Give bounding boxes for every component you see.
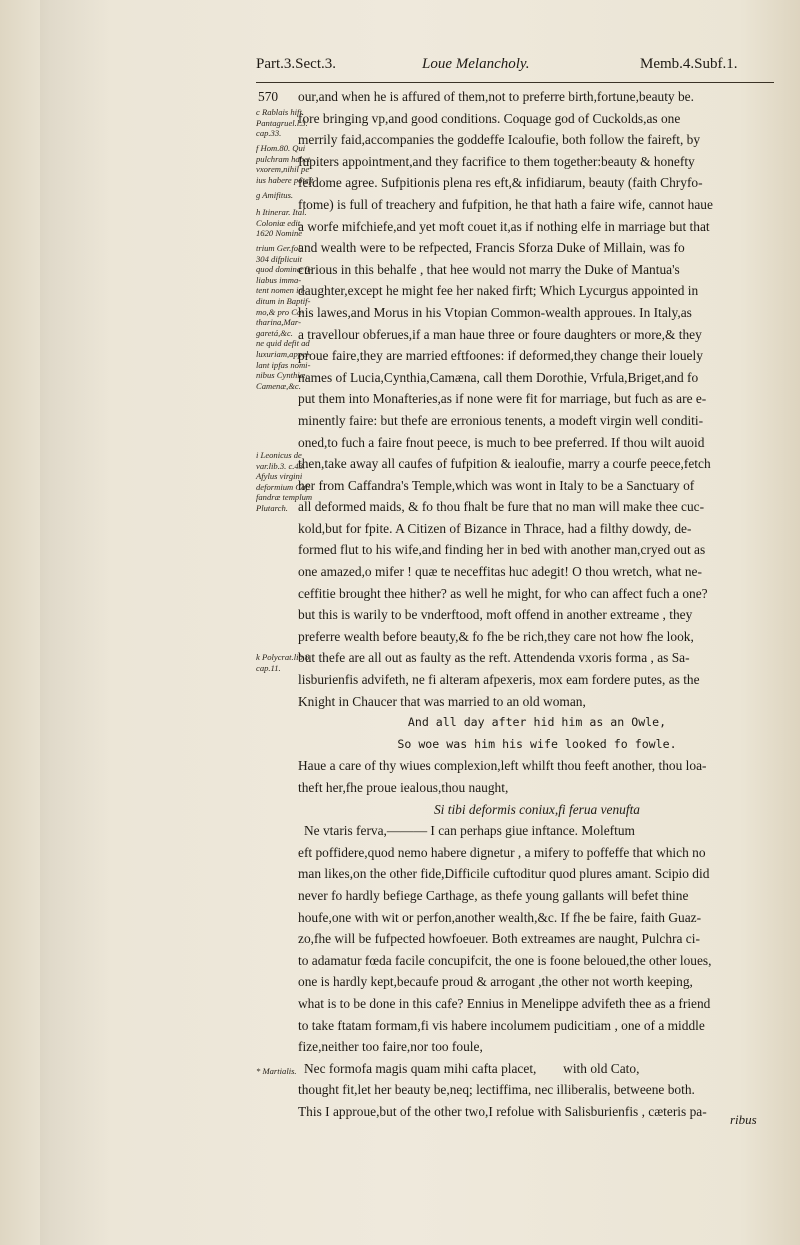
margin-note-line: h Itinerar. Ital. [256,207,307,217]
text-line: daughter,except he might fee her naked firft; Which Lycurgus appointed in [298,283,699,299]
text-line: formed flut to his wife,and finding her in bed with another man,cryed out as [298,542,706,558]
margin-note-line: garetá,&c. [256,327,293,338]
quotation-line: Si tibi deformis coniux,fi ferua venufta [433,801,641,817]
page-gutter-shadow [40,0,110,1245]
text-line: houfe,one with wit or perfon,another wealth,&c. If fhe be faire, faith Guaz- [298,909,702,925]
margin-note-line: cap.33. [256,128,282,139]
text-line: kold,but for fpite. A Citizen of Bizance in Thrace, had a filthy dowdy, de- [298,520,692,536]
header-title: Loue Melancholy. [422,56,530,72]
margin-note-line: 1620 Nomine [256,228,303,239]
text-line: fore bringing vp,and good conditions. Coquage god of Cuckolds,as one [298,110,681,126]
text-line: names of Lucia,Cynthia,Camæna, call them Dorothie, Vrfula,Briget,and fo [298,369,699,385]
margin-note-line: liabus imma- [256,274,302,285]
text-line: proue faire,they are married eftfoones: if deformed,they change their louely [298,348,703,364]
margin-note-line: mo,& pro Ca- [256,306,305,317]
margin-note-line: luxuriam,appel- [256,348,312,359]
text-line: zo,fhe will be fufpected howfoeuer. Both extreames are naught, Pulchra ci- [298,931,700,947]
text-line: Haue a care of thy wiues complexion,left whilft thou feeft another, thou loa- [298,758,707,774]
text-line: what is to be done in this cafe? Ennius in Menelippe advifeth thee as a friend [298,995,711,1011]
margin-note-line: i Leonicus de [256,450,302,460]
margin-note-line: f Hom.80. Qui [256,143,306,153]
text-line: Iupiters appointment,and they facrifice to them together:beauty & honefty [298,153,695,169]
verse-line: So woe was him his wife looked fo fowle. [397,736,677,751]
text-line: theft her,fhe proue iealous,thou naught, [298,780,509,795]
text-line: our,and when he is affured of them,not to preferre birth,fortune,beauty be. [298,89,694,104]
catchword: ribus [730,1112,757,1127]
margin-note-line: Pantagruel.l.3. [256,117,308,128]
text-line: one is hardly kept,becaufe proud & arrogant ,the other not worth keeping, [298,974,693,990]
margin-note-line: ne quid defit ad [256,338,310,349]
text-line: a travellour obferues,if a man haue three or foure daughters or more,& they [298,326,702,342]
text-line: then,take away all caufes of fufpition & iealoufie, marry a courfe peece,fetch [298,456,711,472]
margin-note-line: var.lib.3. c.43. [256,460,306,471]
text-line: ftome) is full of treachery and fufpition, he that hath a faire wife, cannot haue [298,196,713,212]
margin-note-line: Plutarch. [256,502,288,513]
text-line: feldome agree. Sufpitionis plena res eft,& infidiarum, beauty (faith Chryfo- [298,175,703,191]
margin-note-line: k Polycrat.lib.8 [256,652,310,662]
body-text [298,86,776,1123]
text-line: oned,to fuch a faire fnout peece, is much to bee preferred. If thou wilt auoid [298,434,705,450]
text-line: lisburienfis advifeth, ne fi alteram afpexeris, mox eam fordere putes, as the [298,672,700,688]
text-line: to adamatur fœda facile concupifcit, the one is foone beloued,the other loues, [298,952,712,968]
margin-note-line: pulchram habet [256,153,311,164]
running-header [256,50,772,82]
text-line: Knight in Chaucer that was married to an old woman, [298,693,586,709]
margin-note-line: vxorem,nihil pe [256,164,310,175]
text-line: fize,neither too faire,nor too foule, [298,1039,483,1055]
margin-note-line: c Rablais hift. [256,107,304,117]
text-line: preferre wealth before beauty,& fo fhe be rich,they care not how fhe look, [298,628,694,644]
header-part-section: Part.3.Sect.3. [256,56,336,72]
text-line: eft poffidere,quod nemo habere dignetur , a mifery to poffeffe that which no [298,844,706,860]
margin-note-line: g Amifitus. [256,190,294,200]
text-line: ceffitie brought thee hither? as well he might, for who can affect fuch a one? [298,585,708,601]
quotation-line: Nec formofa magis quam mihi cafta placet, with old Cato, [304,1060,640,1076]
page-number: 570 [258,89,279,104]
text-line: to take ftatam formam,fi vis habere incolumem pudicitiam , one of a middle [298,1017,705,1033]
margin-note-line: tent nomen in- [256,285,306,296]
margin-note-line: 304 difplicuit [256,253,303,264]
margin-note-line: deformium Caf- [256,481,311,492]
text-line: one amazed,o mifer ! quæ te neceffitas huc adegit! O thou wretch, what ne- [298,564,702,580]
text-line: merrily faid,accompanies the goddeffe Icaloufie, both follow the faireft, by [298,132,701,148]
margin-note-line: Camenæ,&c. [256,380,301,391]
header-rule [256,82,774,83]
text-line: man likes,on the other fide,Difficile cuftoditur quod plures amant. Scipio did [298,866,710,882]
margin-note-line: quod dominæ fi- [256,264,313,275]
margin-note-line: trium Ger.fol. [256,243,303,253]
margin-note-line: ius habere poteft [256,174,314,185]
text-line: a worfe mifchiefe,and yet moft couet it,as if nothing elfe in marriage but that [298,218,710,234]
text-line: curious in this behalfe , that hee would not marry the Duke of Mantua's [298,261,680,277]
text-line: his lawes,and Morus in his Vtopian Common-wealth approues. In Italy,as [298,304,692,320]
text-line: Ne vtaris ferva,——— I can perhaps giue inftance. Moleftum [304,823,635,839]
text-line: and wealth were to be refpected, Francis Sforza Duke of Millain, was fo [298,240,685,256]
text-line: but this is warily to be vnderftood, moft offend in another extreame , they [298,607,693,623]
margin-note-line: cap.11. [256,662,281,673]
text-line: her from Caffandra's Temple,which was wont in Italy to be a Sanctuary of [298,477,695,493]
text-line: all deformed maids, & fo thou fhalt be fure that no man will make thee cuc- [298,499,705,515]
margin-note-line: nibus Cynthiæ, [256,370,308,381]
margin-note-line: * Martialis. [256,1066,297,1076]
header-member-subsection: Memb.4.Subf.1. [640,56,738,72]
margin-note-line: Coloniæ edit. [256,217,303,228]
text-line: put them into Monafteries,as if none were fit for marriage, but fuch as are e- [298,391,707,407]
text-line: thought fit,let her beauty be,neq; lectiffima, nec illiberalis, betweene both. [298,1082,695,1098]
verse-line: And all day after hid him as an Owle, [407,715,667,730]
text-line: but thefe are all out as faulty as the reft. Attendenda vxoris forma , as Sa- [298,650,690,666]
text-line: This I approue,but of the other two,I refolue with Salisburienfis , cæteris pa- [298,1103,707,1119]
margin-note-line: tharina,Mar- [256,317,301,328]
margin-note-line: ditum in Baptif- [256,295,311,306]
margin-note-line: lant ipfas nomi- [256,359,311,370]
text-line: minently faire: but thefe are erronious tenents, a modeft virgin well conditi- [298,412,704,428]
text-line: never fo hardly befiege Carthage, as thefe young gallants will befet thine [298,887,689,903]
margin-note-line: fandræ templum [256,492,313,503]
margin-note-line: Afylus virgini [256,471,303,482]
